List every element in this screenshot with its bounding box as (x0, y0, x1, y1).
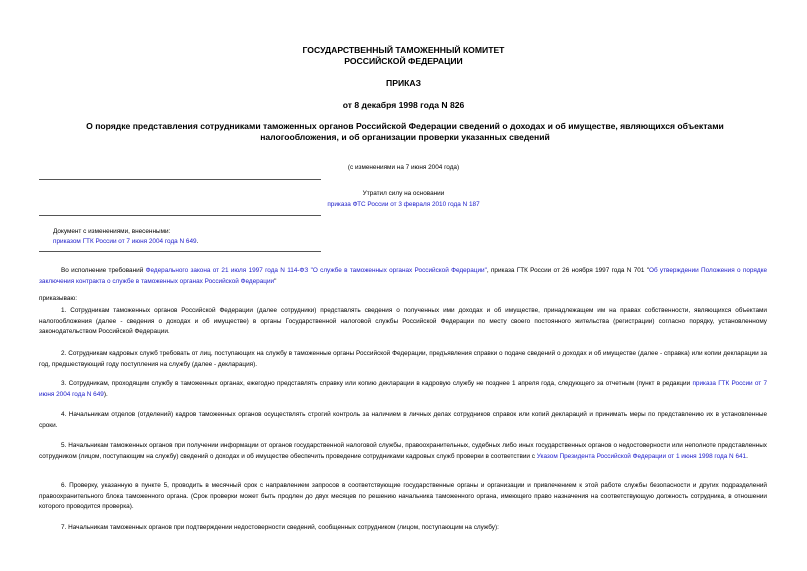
changes-link[interactable]: приказом ГТК России от 7 июня 2004 года N 649 (53, 238, 197, 245)
amendment-note: (с изменениями на 7 июня 2004 года) (347, 164, 460, 171)
item-3-text: 3. Сотрудникам, проходящим службу в таможенных органах, ежегодно представлять справку или копию декларации в кадровую службу не позднее 1 апреля года, следующего за отчетным (пункт в редакции (61, 380, 693, 387)
doc-title-line-2: налогообложения, и об организации проверки указанных сведений (260, 132, 550, 142)
item-5-link[interactable]: Указом Президента Российской Федерации от 1 июня 1998 года N 641 (536, 452, 747, 460)
agency-line-1: ГОСУДАРСТВЕННЫЙ ТАМОЖЕННЫЙ КОМИТЕТ (302, 45, 505, 55)
item-3-link[interactable]: приказа ГТК России от 7 июня 2004 года N 649 (39, 380, 768, 398)
order-word: приказываю: (39, 295, 77, 302)
doc-title-line-1: О порядке представления сотрудниками таможенных органов Российской Федерации сведений о доходах и об имуществе, являющихся объектами (86, 121, 724, 131)
lost-force-link[interactable]: приказа ФТС России от 3 февраля 2010 года N 187 (327, 201, 480, 208)
regulation-link[interactable]: Об утверждении Положения о порядке заключения контракта о службе в таможенных органах Российской Федерации (39, 267, 767, 285)
doc-title (60, 121, 750, 143)
preamble-text-2: , приказа ГТК России от 26 ноября 1997 года N 701 " (486, 267, 649, 274)
changes-link-suffix: . (196, 238, 199, 245)
item-7: 7. Начальникам таможенных органов при подтверждении недостоверности сведений, сообщенных сотрудником (лицом, поступающим на службу): (61, 524, 499, 531)
preamble (39, 266, 767, 287)
changes-label: Документ с изменениями, внесенными: (53, 228, 171, 235)
doc-type: ПРИКАЗ (386, 78, 421, 88)
item-5-end: . (746, 452, 748, 460)
item-4: 4. Начальникам отделов (отделений) кадров таможенных органов осуществлять строгий контроль за наличием в личных делах сотрудников справок или копий деклараций и принимать меры по представлению их в установленные сроки. (39, 411, 767, 429)
agency-line-2: РОССИЙСКОЙ ФЕДЕРАЦИИ (344, 56, 463, 66)
item-3 (39, 379, 767, 400)
item-1: 1. Сотрудникам таможенных органов Российской Федерации (далее сотрудники) представлять сведения о полученных ими доходах и об имуществе, принадлежащем им на правах собственности, являющихся объектами налогообложения (далее - сведения о доходах и об имуществе) в органы Государственной налоговой службы Российской Федерации по месту своего постоянного жительства (регистрации) согласно порядку, установленному законодательством Российской Федерации. (39, 307, 767, 336)
doc-date: от 8 декабря 1998 года N 826 (342, 100, 465, 110)
item-2: 2. Сотрудникам кадровых служб требовать от лиц, поступающих на службу в таможенные органы Российской Федерации, предъявления справки о подаче сведений о доходах и об имуществе (далее - справка) или копии декларации за год, предшествующий году поступления на службу (далее - декларация). (39, 350, 767, 368)
divider-2 (39, 215, 321, 216)
item-3-end: ). (103, 390, 108, 398)
lost-force-note: Утратил силу на основании (362, 190, 445, 197)
changes-entry (53, 238, 198, 246)
item-5 (39, 441, 767, 462)
divider-1 (39, 179, 321, 180)
preamble-text-1: Во исполнение требований (61, 267, 146, 274)
divider-3 (39, 251, 321, 252)
preamble-text-3: " (274, 277, 277, 285)
item-6: 6. Проверку, указанную в пункте 5, проводить в месячный срок с направлением запросов в соответствующие государственные органы и организации и привлечением к этой работе службы безопасности и других подразделений правоохранительного блока таможенного органа. (Срок проверки может быть продлен до двух месяцев по решению начальника таможенного органа, имеющего право назначения на соответствующую должность сотрудника, в отношении которого проводится проверка). (39, 482, 767, 511)
item-5-text: 5. Начальникам таможенных органов при получении информации от органов государственной налоговой службы, правоохранительных, судебных либо иных государственных органов о недостоверности или неполноте представленных сотрудником (лицом, поступающим на службу) сведений о доходах и об имуществе обеспечить проведение сотрудниками кадровых служб проверки в соответствии с (39, 442, 767, 460)
federal-law-link[interactable]: Федерального закона от 21 июля 1997 года N 114-ФЗ "О службе в таможенных органах Российской Федерации" (145, 267, 487, 274)
